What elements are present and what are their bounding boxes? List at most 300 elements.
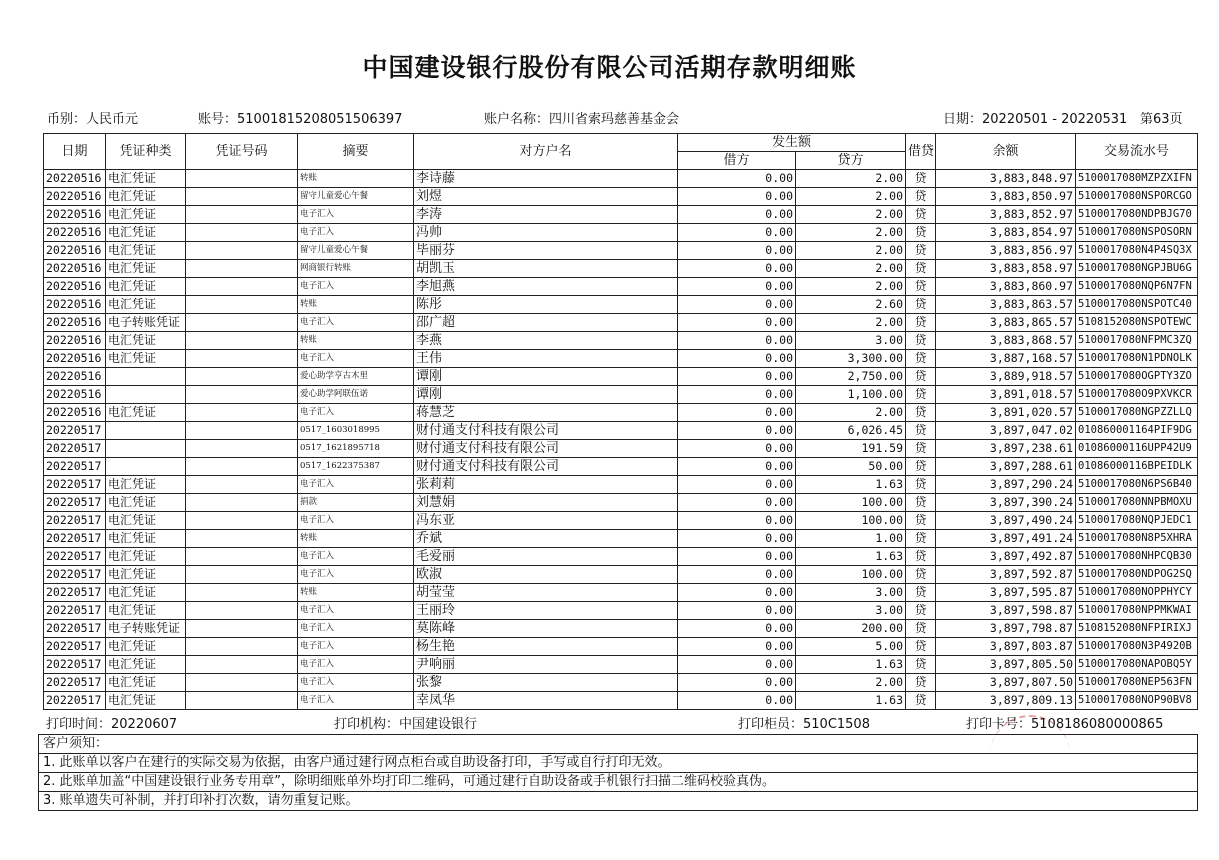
- cell-serial: 5100017080NGPZZLLQ: [1076, 404, 1198, 422]
- cell-voucher-type: [106, 368, 186, 386]
- table-row: [44, 548, 1198, 566]
- cell-voucher-no: [186, 422, 298, 440]
- cell-summary: 电子汇入: [298, 476, 414, 494]
- cell-counterparty: 蒋慧芝: [414, 404, 678, 422]
- cell-counterparty: 财付通支付科技有限公司: [414, 458, 678, 476]
- cell-voucher-no: [186, 458, 298, 476]
- cell-date: 20220517: [44, 620, 106, 638]
- col-header-balance: 余额: [936, 134, 1076, 170]
- cell-serial: 5100017080NDPOG2SQ: [1076, 566, 1198, 584]
- cell-date: 20220517: [44, 674, 106, 692]
- cell-summary: 转账: [298, 296, 414, 314]
- cell-dc: 贷: [906, 368, 936, 386]
- cell-voucher-type: 电汇凭证: [106, 242, 186, 260]
- cell-credit: 2.00: [796, 242, 906, 260]
- col-header-date: 日期: [44, 134, 106, 170]
- cell-dc: 贷: [906, 188, 936, 206]
- cell-voucher-no: [186, 242, 298, 260]
- cell-counterparty: 杨生艳: [414, 638, 678, 656]
- cell-credit: 1.63: [796, 692, 906, 710]
- cell-debit: 0.00: [678, 206, 796, 224]
- date-range: 日期：20220501 - 20220531: [943, 112, 1128, 127]
- cell-date: 20220517: [44, 422, 106, 440]
- cell-debit: 0.00: [678, 620, 796, 638]
- cell-voucher-type: 电汇凭证: [106, 692, 186, 710]
- cell-date: 20220516: [44, 386, 106, 404]
- cell-date: 20220517: [44, 512, 106, 530]
- cell-debit: 0.00: [678, 530, 796, 548]
- cell-date: 20220516: [44, 170, 106, 188]
- cell-summary: 电子汇入: [298, 638, 414, 656]
- cell-summary: 电子汇入: [298, 548, 414, 566]
- cell-balance: 3,883,865.57: [936, 314, 1076, 332]
- cell-serial: 5108152080NSPOTEWC: [1076, 314, 1198, 332]
- cell-voucher-type: 电汇凭证: [106, 278, 186, 296]
- cell-counterparty: 财付通支付科技有限公司: [414, 422, 678, 440]
- notes-item: 1. 此账单以客户在建行的实际交易为依据，由客户通过建行网点柜台或自助设备打印，手写或自行打印无效。: [39, 754, 1197, 773]
- cell-dc: 贷: [906, 332, 936, 350]
- cell-dc: 贷: [906, 548, 936, 566]
- cell-balance: 3,883,854.97: [936, 224, 1076, 242]
- cell-credit: 2.00: [796, 314, 906, 332]
- cell-voucher-type: 电汇凭证: [106, 638, 186, 656]
- cell-date: 20220517: [44, 638, 106, 656]
- col-header-counterparty: 对方户名: [414, 134, 678, 170]
- cell-balance: 3,883,856.97: [936, 242, 1076, 260]
- cell-dc: 贷: [906, 458, 936, 476]
- cell-date: 20220516: [44, 368, 106, 386]
- table-row: [44, 440, 1198, 458]
- cell-counterparty: 冯帅: [414, 224, 678, 242]
- cell-summary: 转账: [298, 170, 414, 188]
- col-header-serial: 交易流水号: [1076, 134, 1198, 170]
- cell-counterparty: 谭刚: [414, 368, 678, 386]
- cell-voucher-no: [186, 368, 298, 386]
- table-row: [44, 494, 1198, 512]
- table-row: [44, 386, 1198, 404]
- cell-date: 20220516: [44, 188, 106, 206]
- cell-voucher-type: [106, 422, 186, 440]
- cell-summary: 捐款: [298, 494, 414, 512]
- cell-credit: 1.63: [796, 476, 906, 494]
- cell-summary: 0517_1603018995: [298, 422, 414, 440]
- cell-dc: 贷: [906, 170, 936, 188]
- cell-voucher-type: [106, 386, 186, 404]
- cell-date: 20220517: [44, 656, 106, 674]
- cell-date: 20220517: [44, 440, 106, 458]
- cell-summary: 电子汇入: [298, 566, 414, 584]
- table-row: [44, 602, 1198, 620]
- cell-counterparty: 胡莹莹: [414, 584, 678, 602]
- cell-voucher-type: 电汇凭证: [106, 224, 186, 242]
- cell-voucher-no: [186, 638, 298, 656]
- cell-dc: 贷: [906, 602, 936, 620]
- cell-serial: 5100017080N3P4920B: [1076, 638, 1198, 656]
- cell-dc: 贷: [906, 656, 936, 674]
- cell-debit: 0.00: [678, 692, 796, 710]
- cell-summary: 留守儿童爱心午餐: [298, 242, 414, 260]
- cell-dc: 贷: [906, 512, 936, 530]
- cell-voucher-no: [186, 476, 298, 494]
- cell-voucher-type: 电汇凭证: [106, 476, 186, 494]
- cell-serial: 5100017080NAPOBQ5Y: [1076, 656, 1198, 674]
- cell-date: 20220517: [44, 584, 106, 602]
- cell-balance: 3,897,803.87: [936, 638, 1076, 656]
- cell-counterparty: 欧淑: [414, 566, 678, 584]
- cell-voucher-no: [186, 566, 298, 584]
- cell-balance: 3,897,492.87: [936, 548, 1076, 566]
- table-row: [44, 638, 1198, 656]
- cell-debit: 0.00: [678, 350, 796, 368]
- table-row: [44, 188, 1198, 206]
- cell-balance: 3,883,858.97: [936, 260, 1076, 278]
- cell-credit: 2.60: [796, 296, 906, 314]
- cell-serial: 5100017080NQP6N7FN: [1076, 278, 1198, 296]
- table-row: [44, 170, 1198, 188]
- cell-balance: 3,897,290.24: [936, 476, 1076, 494]
- table-row: [44, 674, 1198, 692]
- cell-voucher-type: 电汇凭证: [106, 188, 186, 206]
- cell-date: 20220517: [44, 692, 106, 710]
- cell-serial: 5100017080NPPMKWAI: [1076, 602, 1198, 620]
- print-org: 打印机构：中国建设银行: [334, 717, 478, 732]
- table-row: [44, 242, 1198, 260]
- cell-debit: 0.00: [678, 458, 796, 476]
- cell-voucher-no: [186, 278, 298, 296]
- table-row: [44, 404, 1198, 422]
- cell-voucher-type: 电汇凭证: [106, 512, 186, 530]
- cell-voucher-no: [186, 620, 298, 638]
- cell-voucher-type: [106, 440, 186, 458]
- table-row: [44, 206, 1198, 224]
- cell-summary: 爱心助学阿联伍诺: [298, 386, 414, 404]
- cell-debit: 0.00: [678, 224, 796, 242]
- cell-date: 20220516: [44, 224, 106, 242]
- cell-counterparty: 李涛: [414, 206, 678, 224]
- notes-heading: 客户须知：: [39, 735, 1197, 754]
- cell-summary: 电子汇入: [298, 350, 414, 368]
- cell-credit: 1.00: [796, 530, 906, 548]
- cell-dc: 贷: [906, 278, 936, 296]
- cell-credit: 3.00: [796, 584, 906, 602]
- table-row: [44, 458, 1198, 476]
- table-row: [44, 512, 1198, 530]
- col-header-debit: 借方: [678, 152, 796, 170]
- cell-summary: 电子汇入: [298, 224, 414, 242]
- cell-dc: 贷: [906, 314, 936, 332]
- cell-voucher-type: 电汇凭证: [106, 260, 186, 278]
- cell-credit: 2.00: [796, 404, 906, 422]
- table-row: [44, 656, 1198, 674]
- cell-balance: 3,889,918.57: [936, 368, 1076, 386]
- cell-voucher-no: [186, 674, 298, 692]
- cell-dc: 贷: [906, 242, 936, 260]
- cell-balance: 3,891,018.57: [936, 386, 1076, 404]
- table-row: [44, 224, 1198, 242]
- cell-serial: 5100017080NSPORCGO: [1076, 188, 1198, 206]
- cell-summary: 电子汇入: [298, 278, 414, 296]
- cell-voucher-no: [186, 494, 298, 512]
- cell-debit: 0.00: [678, 512, 796, 530]
- cell-debit: 0.00: [678, 584, 796, 602]
- page-number: 第63页: [1140, 112, 1183, 127]
- cell-counterparty: 王丽玲: [414, 602, 678, 620]
- notes-item: 2. 此账单加盖“中国建设银行业务专用章”，除明细账单外均打印二维码，可通过建行自助设备或手机银行扫描二维码校验真伪。: [39, 773, 1197, 792]
- cell-serial: 5100017080NDPBJG70: [1076, 206, 1198, 224]
- cell-date: 20220517: [44, 566, 106, 584]
- cell-debit: 0.00: [678, 656, 796, 674]
- cell-balance: 3,897,805.50: [936, 656, 1076, 674]
- cell-voucher-type: 电汇凭证: [106, 530, 186, 548]
- cell-balance: 3,883,850.97: [936, 188, 1076, 206]
- cell-serial: 5100017080N1PDNOLK: [1076, 350, 1198, 368]
- cell-voucher-no: [186, 692, 298, 710]
- cell-date: 20220516: [44, 242, 106, 260]
- cell-voucher-no: [186, 332, 298, 350]
- ledger-body: [44, 170, 1198, 710]
- cell-voucher-no: [186, 656, 298, 674]
- cell-dc: 贷: [906, 530, 936, 548]
- cell-credit: 1.63: [796, 656, 906, 674]
- cell-credit: 2.00: [796, 206, 906, 224]
- cell-counterparty: 刘煜: [414, 188, 678, 206]
- col-header-voucher-no: 凭证号码: [186, 134, 298, 170]
- cell-balance: 3,897,047.02: [936, 422, 1076, 440]
- cell-debit: 0.00: [678, 368, 796, 386]
- cell-dc: 贷: [906, 422, 936, 440]
- cell-serial: 5100017080NSPOTC40: [1076, 296, 1198, 314]
- cell-balance: 3,897,490.24: [936, 512, 1076, 530]
- cell-serial: 5100017080NEP563FN: [1076, 674, 1198, 692]
- cell-dc: 贷: [906, 476, 936, 494]
- cell-voucher-no: [186, 548, 298, 566]
- account-number: 账号：51001815208051506397: [198, 112, 403, 127]
- cell-serial: 01086000116BPEIDLK: [1076, 458, 1198, 476]
- cell-credit: 6,026.45: [796, 422, 906, 440]
- cell-voucher-type: 电汇凭证: [106, 296, 186, 314]
- cell-date: 20220516: [44, 260, 106, 278]
- table-row: [44, 314, 1198, 332]
- cell-summary: 电子汇入: [298, 512, 414, 530]
- cell-date: 20220516: [44, 404, 106, 422]
- cell-debit: 0.00: [678, 548, 796, 566]
- cell-counterparty: 谭刚: [414, 386, 678, 404]
- col-header-dc: 借贷: [906, 134, 936, 170]
- cell-date: 20220517: [44, 494, 106, 512]
- table-row: [44, 368, 1198, 386]
- cell-serial: 5100017080N8P5XHRA: [1076, 530, 1198, 548]
- cell-serial: 5100017080NNPBMOXU: [1076, 494, 1198, 512]
- table-row: [44, 566, 1198, 584]
- cell-debit: 0.00: [678, 278, 796, 296]
- cell-counterparty: 财付通支付科技有限公司: [414, 440, 678, 458]
- cell-dc: 贷: [906, 206, 936, 224]
- cell-debit: 0.00: [678, 386, 796, 404]
- cell-dc: 贷: [906, 404, 936, 422]
- cell-voucher-type: 电汇凭证: [106, 674, 186, 692]
- cell-credit: 2.00: [796, 170, 906, 188]
- cell-voucher-no: [186, 512, 298, 530]
- cell-debit: 0.00: [678, 296, 796, 314]
- cell-voucher-no: [186, 386, 298, 404]
- cell-counterparty: 刘慧娟: [414, 494, 678, 512]
- cell-balance: 3,897,592.87: [936, 566, 1076, 584]
- cell-summary: 留守儿童爱心午餐: [298, 188, 414, 206]
- cell-serial: 5100017080N4P4SQ3X: [1076, 242, 1198, 260]
- cell-debit: 0.00: [678, 170, 796, 188]
- cell-serial: 5100017080N6PS6B40: [1076, 476, 1198, 494]
- ledger-table: [43, 133, 1198, 710]
- account-name: 账户名称：四川省索玛慈善基金会: [484, 112, 680, 127]
- cell-voucher-type: 电汇凭证: [106, 350, 186, 368]
- cell-voucher-type: 电汇凭证: [106, 206, 186, 224]
- cell-credit: 1.63: [796, 548, 906, 566]
- cell-debit: 0.00: [678, 494, 796, 512]
- cell-serial: 01086000116UPP42U9: [1076, 440, 1198, 458]
- cell-date: 20220516: [44, 332, 106, 350]
- col-header-voucher-type: 凭证种类: [106, 134, 186, 170]
- cell-balance: 3,883,868.57: [936, 332, 1076, 350]
- cell-balance: 3,883,863.57: [936, 296, 1076, 314]
- cell-counterparty: 张莉莉: [414, 476, 678, 494]
- cell-serial: 5100017080NSPOSORN: [1076, 224, 1198, 242]
- cell-debit: 0.00: [678, 242, 796, 260]
- cell-voucher-no: [186, 530, 298, 548]
- cell-dc: 贷: [906, 620, 936, 638]
- cell-debit: 0.00: [678, 566, 796, 584]
- cell-voucher-no: [186, 296, 298, 314]
- cell-counterparty: 陈彤: [414, 296, 678, 314]
- cell-summary: 爱心助学亨古木里: [298, 368, 414, 386]
- cell-dc: 贷: [906, 440, 936, 458]
- cell-date: 20220517: [44, 602, 106, 620]
- cell-balance: 3,897,798.87: [936, 620, 1076, 638]
- cell-summary: 电子汇入: [298, 206, 414, 224]
- cell-dc: 贷: [906, 494, 936, 512]
- cell-date: 20220516: [44, 206, 106, 224]
- cell-voucher-type: 电汇凭证: [106, 170, 186, 188]
- cell-voucher-no: [186, 602, 298, 620]
- cell-counterparty: 幸凤华: [414, 692, 678, 710]
- cell-serial: 5100017080NFPMC3ZQ: [1076, 332, 1198, 350]
- cell-summary: 电子汇入: [298, 602, 414, 620]
- cell-credit: 2.00: [796, 674, 906, 692]
- cell-dc: 贷: [906, 350, 936, 368]
- cell-balance: 3,897,390.24: [936, 494, 1076, 512]
- table-row: [44, 422, 1198, 440]
- cell-credit: 191.59: [796, 440, 906, 458]
- cell-balance: 3,883,848.97: [936, 170, 1076, 188]
- cell-dc: 贷: [906, 638, 936, 656]
- cell-date: 20220517: [44, 530, 106, 548]
- cell-balance: 3,883,852.97: [936, 206, 1076, 224]
- col-header-amount: 发生额: [678, 134, 906, 152]
- cell-counterparty: 尹响丽: [414, 656, 678, 674]
- table-row: [44, 692, 1198, 710]
- cell-credit: 2.00: [796, 188, 906, 206]
- cell-voucher-type: 电子转账凭证: [106, 314, 186, 332]
- cell-date: 20220516: [44, 296, 106, 314]
- cell-summary: 0517_1621895718: [298, 440, 414, 458]
- cell-balance: 3,897,598.87: [936, 602, 1076, 620]
- cell-credit: 5.00: [796, 638, 906, 656]
- cell-debit: 0.00: [678, 260, 796, 278]
- cell-voucher-type: 电汇凭证: [106, 584, 186, 602]
- cell-balance: 3,887,168.57: [936, 350, 1076, 368]
- table-row: [44, 350, 1198, 368]
- cell-credit: 100.00: [796, 512, 906, 530]
- cell-debit: 0.00: [678, 422, 796, 440]
- cell-summary: 电子汇入: [298, 404, 414, 422]
- cell-credit: 2,750.00: [796, 368, 906, 386]
- cell-voucher-type: [106, 458, 186, 476]
- currency-label: 币别：人民币元: [47, 112, 139, 127]
- cell-dc: 贷: [906, 584, 936, 602]
- cell-counterparty: 李诗藤: [414, 170, 678, 188]
- cell-dc: 贷: [906, 386, 936, 404]
- table-row: [44, 260, 1198, 278]
- cell-counterparty: 王伟: [414, 350, 678, 368]
- cell-credit: 2.00: [796, 260, 906, 278]
- cell-summary: 转账: [298, 530, 414, 548]
- cell-credit: 3,300.00: [796, 350, 906, 368]
- cell-voucher-no: [186, 404, 298, 422]
- table-row: [44, 278, 1198, 296]
- cell-credit: 100.00: [796, 494, 906, 512]
- cell-counterparty: 莫陈峰: [414, 620, 678, 638]
- cell-voucher-type: 电汇凭证: [106, 404, 186, 422]
- cell-debit: 0.00: [678, 440, 796, 458]
- cell-balance: 3,891,020.57: [936, 404, 1076, 422]
- col-header-summary: 摘要: [298, 134, 414, 170]
- cell-serial: 5100017080MZPZXIFN: [1076, 170, 1198, 188]
- cell-credit: 1,100.00: [796, 386, 906, 404]
- print-time: 打印时间：20220607: [46, 717, 178, 732]
- print-counter: 打印柜员：510C1508: [738, 717, 870, 732]
- cell-summary: 电子汇入: [298, 692, 414, 710]
- cell-dc: 贷: [906, 260, 936, 278]
- cell-date: 20220516: [44, 314, 106, 332]
- cell-serial: 5100017080NQPJEDC1: [1076, 512, 1198, 530]
- cell-voucher-type: 电汇凭证: [106, 494, 186, 512]
- cell-summary: 转账: [298, 332, 414, 350]
- cell-voucher-type: 电汇凭证: [106, 548, 186, 566]
- table-row: [44, 332, 1198, 350]
- cell-balance: 3,897,807.50: [936, 674, 1076, 692]
- cell-balance: 3,897,595.87: [936, 584, 1076, 602]
- table-row: [44, 584, 1198, 602]
- cell-voucher-no: [186, 206, 298, 224]
- cell-dc: 贷: [906, 692, 936, 710]
- cell-debit: 0.00: [678, 638, 796, 656]
- cell-balance: 3,883,860.97: [936, 278, 1076, 296]
- cell-voucher-type: 电汇凭证: [106, 566, 186, 584]
- cell-dc: 贷: [906, 566, 936, 584]
- cell-summary: 电子汇入: [298, 620, 414, 638]
- cell-serial: 5108152080NFPIRIXJ: [1076, 620, 1198, 638]
- cell-counterparty: 乔斌: [414, 530, 678, 548]
- cell-serial: 010860001164PIF9DG: [1076, 422, 1198, 440]
- cell-counterparty: 邵广超: [414, 314, 678, 332]
- cell-serial: 5100017080O9PXVKCR: [1076, 386, 1198, 404]
- cell-serial: 5100017080NOPPHYCY: [1076, 584, 1198, 602]
- cell-voucher-no: [186, 314, 298, 332]
- cell-debit: 0.00: [678, 476, 796, 494]
- cell-date: 20220517: [44, 476, 106, 494]
- notes-item: 3. 账单遗失可补制，并打印补打次数，请勿重复记账。: [43, 793, 359, 808]
- cell-date: 20220516: [44, 350, 106, 368]
- cell-debit: 0.00: [678, 674, 796, 692]
